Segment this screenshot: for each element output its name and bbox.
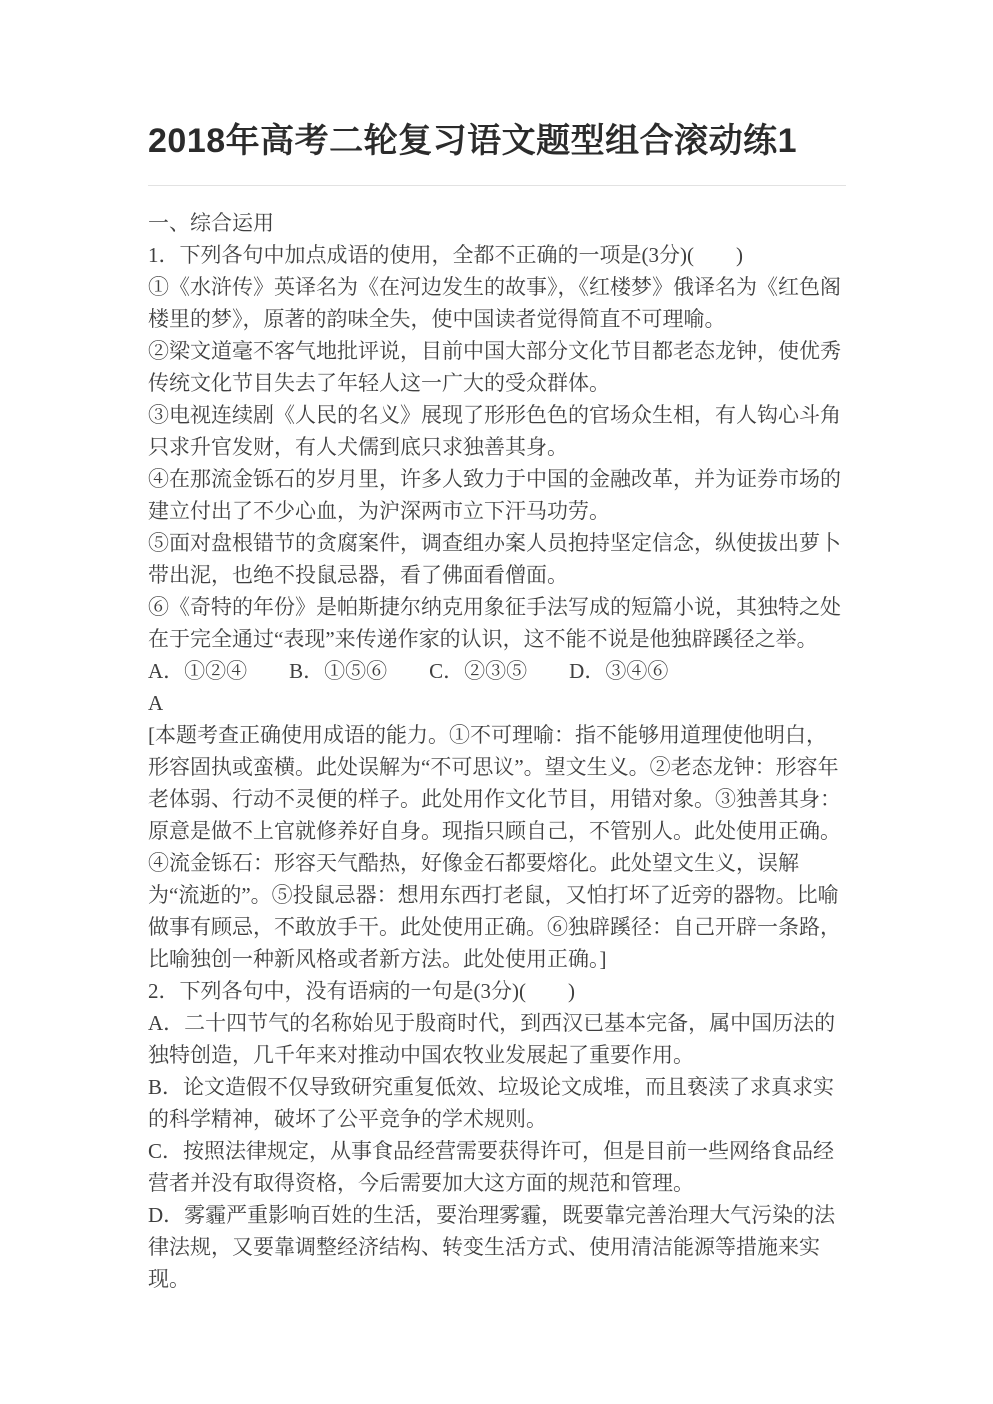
title-divider (148, 185, 846, 186)
section-heading: 一、综合运用 (148, 211, 274, 235)
question2-option-b: B．论文造假不仅导致研究重复低效、垃圾论文成堆，而且亵渎了求真求实的科学精神，破坏了公平竞争的学术规则。 (148, 1075, 835, 1131)
question2-option-c: C．按照法律规定，从事食品经营需要获得许可，但是目前一些网络食品经营者并没有取得资格，今后需要加大这方面的规范和管理。 (148, 1139, 835, 1195)
question1-item-3: ③电视连续剧《人民的名义》展现了形形色色的官场众生相，有人钩心斗角只求升官发财，有人犬儒到底只求独善其身。 (148, 403, 841, 459)
question2-option-a: A．二十四节气的名称始见于殷商时代，到西汉已基本完备，属中国历法的独特创造，几千年来对推动中国农牧业发展起了重要作用。 (148, 1011, 836, 1067)
document-body (148, 207, 846, 1295)
question2-stem: 2．下列各句中，没有语病的一句是(3分)( ) (148, 979, 575, 1003)
question1-explanation: [本题考查正确使用成语的能力。①不可理喻：指不能够用道理使他明白，形容固执或蛮横。此处误解为“不可思议”。望文生义。②老态龙钟：形容年老体弱、行动不灵便的样子。此处用作文化节目，用错对象。③独善其身：原意是做不上官就修养好自身。现指只顾自己，不管别人。此处使用正确。④流金铄石：形容天气酷热，好像金石都要熔化。此处望文生义，误解为“流逝的”。⑤投鼠忌器：想用东西打老鼠，又怕打坏了近旁的器物。比喻做事有顾忌，不敢放手干。此处使用正确。⑥独辟蹊径：自己开辟一条路，比喻独创一种新风格或者新方法。此处使用正确。] (148, 723, 841, 971)
question1-item-5: ⑤面对盘根错节的贪腐案件，调查组办案人员抱持坚定信念，纵使拔出萝卜带出泥，也绝不投鼠忌器，看了佛面看僧面。 (148, 531, 841, 587)
page-title: 2018年高考二轮复习语文题型组合滚动练1 (148, 122, 798, 160)
question1-item-1: ①《水浒传》英译名为《在河边发生的故事》，《红楼梦》俄译名为《红色阁楼里的梦》，原著的韵味全失，使中国读者觉得简直不可理喻。 (148, 275, 841, 331)
question1-stem: 1．下列各句中加点成语的使用，全都不正确的一项是(3分)( ) (148, 243, 743, 267)
document-content-column (148, 0, 846, 1295)
question1-item-2: ②梁文道毫不客气地批评说，目前中国大部分文化节目都老态龙钟，使优秀传统文化节目失去了年轻人这一广大的受众群体。 (148, 339, 841, 395)
question1-item-4: ④在那流金铄石的岁月里，许多人致力于中国的金融改革，并为证券市场的建立付出了不少心血，为沪深两市立下汗马功劳。 (148, 467, 841, 523)
question1-answer: A (148, 691, 164, 715)
question2-option-d: D．雾霾严重影响百姓的生活，要治理雾霾，既要靠完善治理大气污染的法律法规，又要靠调整经济结构、转变生活方式、使用清洁能源等措施来实现。 (148, 1203, 836, 1291)
question1-options-line: A．①②④ B．①⑤⑥ C．②③⑤ D．③④⑥ (148, 659, 669, 683)
question1-item-6: ⑥《奇特的年份》是帕斯捷尔纳克用象征手法写成的短篇小说，其独特之处在于完全通过“表现”来传递作家的认识，这不能不说是他独辟蹊径之举。 (148, 595, 841, 651)
